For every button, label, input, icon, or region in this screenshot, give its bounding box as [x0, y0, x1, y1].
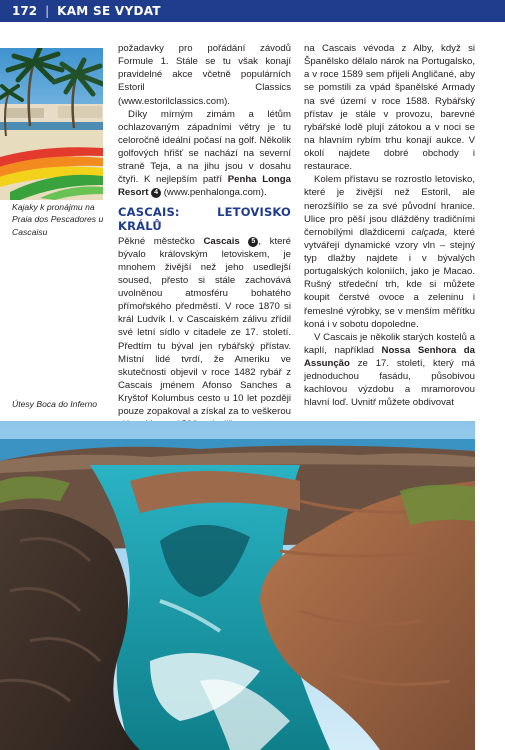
paragraph: požadavky pro pořádání závodů Formule 1. Stále se tu však konají pravidelné akce včetně populárních Estoril Classics (www.estorilclassics.com). — [118, 43, 291, 107]
paragraph: na Cascais vévoda z Alby, když si Španělsko dělalo nárok na Portugalsko, a v roce 1589 sem přijeli Angličané, aby se pomstili za vpád španělské Armady na své území v roce 1588. Rybářský přístav je stále v provozu, barevné rybářské lodě plují zátokou a v noci se na hlavním rybím trhu konají aukce. V okolí najdete dobré obchody i restaurace. — [304, 43, 475, 173]
page-number: 172 — [12, 4, 38, 18]
cliffs-caption: Útesy Boca do Inferno — [12, 399, 98, 409]
paragraph: Díky mírným zimám a létům ochlazovaným západními větry je tu celoročně ideální počasí na golf. Několik golfových hřišť se nachází na severní straně Teja, a na jihu jsou v dosahu čtyři. K nejlepším patří Penha Longa Resort 4 (www.penhalonga.com). — [118, 108, 291, 199]
map-marker-badge: 4 — [151, 188, 161, 198]
paragraph: V Cascais je několik starých kostelů a kaplí, například Nossa Senhora da Assunção ze 17. století, který má jednoduchou fasádu, působivou kachlovou výzdobu a mramorovou hlavní loď. Uvnitř můžete obdivovat — [304, 331, 475, 409]
section-title: KAM SE VYDAT — [57, 4, 161, 18]
header-separator: | — [45, 4, 50, 18]
place-name: Penha Longa Resort — [118, 174, 291, 199]
paragraph: Kolem přístavu se rozrostlo letovisko, které je živější než Estoril, ale nerozšířilo se za své původní hranice. Ulice pro pěší jsou dlážděny tradičními černobílými dlaždicemi calçada, které vytvářejí dynamické vzory vln – stejný typ dlažby najdete i v bývalých portugalských koloniích, jako je Macao. Rušný středeční trh, kde si můžete koupit čerstvé ovoce a zeleninu i řemeslné výrobky, se v menším měřítku koná i v sobotu dopoledne. — [304, 174, 475, 330]
text-column-2 — [304, 42, 475, 410]
kayaks-caption: Kajaky k pronájmu na Praia dos Pescadores u Cascaisu — [12, 202, 104, 237]
map-marker-badge: 5 — [248, 237, 258, 247]
running-header — [0, 0, 505, 22]
text-column-1 — [118, 42, 291, 431]
italic-term: calçada — [411, 226, 445, 238]
section-heading: CASCAIS: LETOVISKO KRÁLŮ — [118, 204, 291, 233]
paragraph: Pěkné městečko Cascais 5 , které bývalo královským letoviskem, je mnohem živější než jeho usedlejší soused, přesto si stále zachovává uvolněnou atmosféru bohatého přímořského předměstí. V roce 1870 si král Ludvík I. v Cascaiském zálivu zřídil své letní sídlo v citadele ze 17. století. Předtím tu býval jen rybářský přístav. Místní lidé tvrdí, že Ameriku ve skutečnosti objevil v roce 1482 rybář z Cascais jménem Afonso Sanches a Kryštof Kolumbus cesto u 10 let později pouze zopakoval a získal za to veškerou — [118, 235, 291, 418]
boca-do-inferno-photo — [0, 421, 475, 750]
kayaks-photo — [0, 48, 103, 200]
place-name: Nossa Senhora da Assunção — [304, 344, 475, 369]
place-name: Cascais — [203, 235, 240, 247]
